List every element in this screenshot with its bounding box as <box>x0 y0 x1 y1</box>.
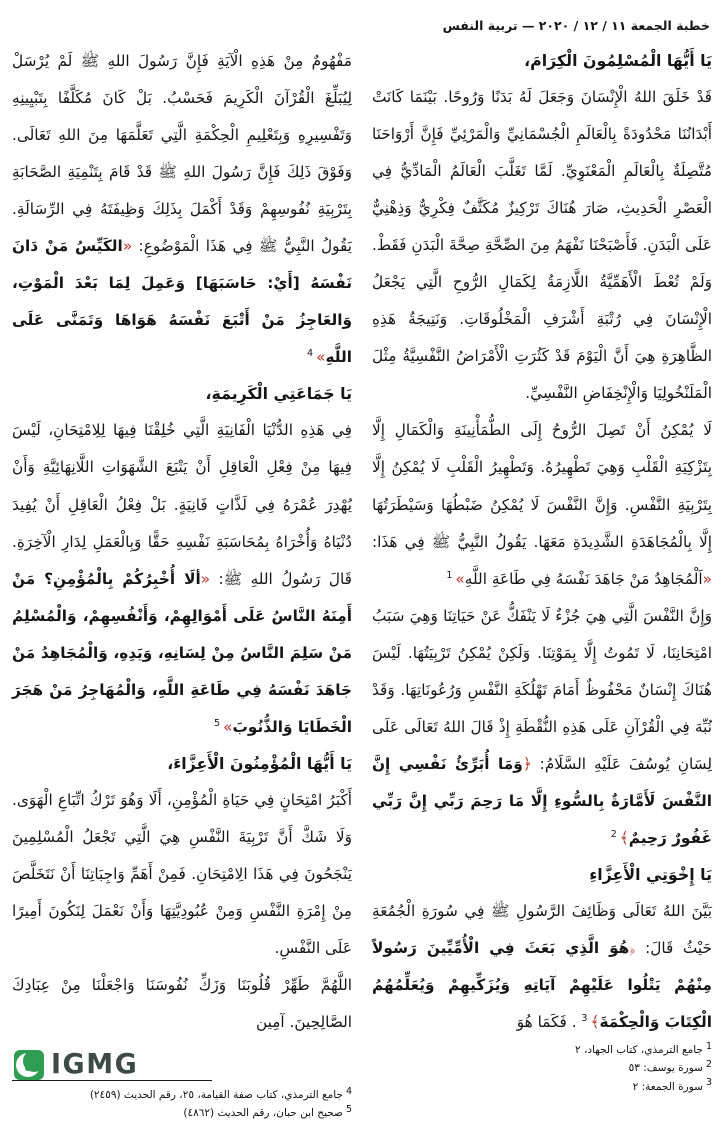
left-column <box>12 43 353 1120</box>
igmg-logo <box>14 1049 352 1080</box>
paragraph: لَا يُمْكِنُ أَنْ تَصِلَ الرُّوحُ إِلَى الطُّمَأْنِينَةِ وَالْكَمَالِ إِلَّا بِتَزْكِيَةِ الْقَلْبِ وَهِيَ تَطْهِيرُهُ. وَتَطْهِيرُ الْقَلْبِ لَا يُمْكِنُ إِلَّا بِتَرْبِيَةِ النَّفْسِ. وَإِنَّ النَّفْسَ لَا يُمْكِنُ ضَبْطُهَا وَسَيْطَرَتُهَا إِلَّا بِالْمُجَاهَدَةِ الشَّدِيدَةِ مَعَهَا. يَقُولُ النَّبِيُّ ﷺ فِي هَذَا: «اَلْمُجَاهِدُ مَنْ جَاهَدَ نَفْسَهُ فِي طَاعَةِ اللَّهِ» $^1$ <box>372 421 712 588</box>
footnote: $^2$سورة يوسف: ٥٣ <box>628 1058 712 1075</box>
footnote: $^1$جامع الترمذي، كتاب الجهاد، ٢ <box>574 1040 712 1057</box>
text-columns <box>12 43 713 1120</box>
footnote: $^4$جامع الترمذي، كتاب صفة القيامة، ٢٥، رقم الحديث (٢٤٥٩) <box>89 1085 352 1102</box>
left-column-text <box>12 43 352 1041</box>
paragraph: أَكْبَرُ امْتِحَانٍ فِي حَيَاةِ الْمُؤْمِنِ، أَلَا وَهُوَ تَرْكُ اتِّبَاعِ الْهَوَى. وَلَا شَكَّ أَنَّ تَرْبِيَةَ النَّفْسِ هِيَ الَّتِي تَجْعَلُ الْمُسْلِمِينَ يَنْجَحُونَ فِي هَذَا الِامْتِحَانِ. فَمِنْ أَهَمِّ وَاجِبَاتِنَا أَنْ نَتَخَلَّصَ مِنْ إِمْرَةِ النَّفْسِ وَمِنْ عُبُودِيَّتِهَا وَأَنْ نَعْمَلَ لِنَكُونَ أَمِيرًا عَلَى النَّفْسِ. <box>12 790 352 957</box>
section-heading: يَا أَيُّهَا الْمُؤْمِنُونَ الْأَعِزَّاءَ، <box>167 753 352 773</box>
footnote: $^3$سورة الجمعة: ٢ <box>632 1077 712 1093</box>
paragraph: وَإِنَّ النَّفْسَ الَّتِي هِيَ جُزْءٌ لَا يَنْفَكُّ عَنْ حَيَاتِنَا وَهِيَ سَبَبُ امْتِحَانِنَا، لَا تَمُوتُ إِلَّا بِمَوْتِنَا. وَلَكِنْ يُمْكِنُ تَرْبِيَتُهَا. لَيْسَ هُنَاكَ إِنْسَانٌ مَحْفُوظٌ أَمَامَ تَهْلُكَةِ النَّفْسِ وَرُعُونَاتِهَا. وَقَدْ نُبِّهَ فِي الْقُرْآنِ عَلَى هَذِهِ النُّقْطَةِ إِذْ قَالَ اللهُ تَعَالَى عَلَى لِسَانِ يُوسُفَ عَلَيْهِ السَّلَامُ: ﴿وَمَا أُبَرِّئُ نَفْسِي إِنَّ النَّفْسَ لَأَمَّارَةٌ بِالسُّوءِ إِلَّا مَا رَحِمَ رَبِّي إِنَّ رَبِّي غَفُورٌ رَحِيمٌ﴾ $^2$ <box>372 606 712 847</box>
right-column <box>372 43 713 1093</box>
paragraph: اللَّهُمَّ طَهِّرْ قُلُوبَنَا وَزَكِّ نُفُوسَنَا وَاجْعَلْنَا مِنْ عِبَادِكَ الصَّالِحِينَ. آمِين <box>12 976 352 1032</box>
crescent-icon <box>14 1050 44 1080</box>
paragraph: فِي هَذِهِ الدُّنْيَا الْفَانِيَةِ الَّتِي خُلِقْنَا فِيهَا لِلِامْتِحَانِ، لَيْسَ فِيهَا مِنْ فِعْلِ الْعَاقِلِ أَنْ يَتْبَعَ الشَّهَوَاتِ اللَّانِهَائِيَّةِ وَأَنْ يُهْدِرَ عُمْرَهُ فِي لَذَّاتٍ فَانِيَةٍ. بَلْ فِعْلُ الْعَاقِلِ أَنْ يُفِيدَ دُنْيَاهُ وَأُخْرَاهُ بِمُحَاسَبَةِ نَفْسِهِ حَقًّا وَبِالْعَمَلِ لِدَارِ الْآخِرَةِ. قَالَ رَسُولُ اللهِ ﷺ: «ألَا أُخْبِرُكُمْ بِالْمُؤْمِنِ؟ مَنْ أَمِنَهُ النَّاسُ عَلَى أَمْوَالِهِمْ، وَأَنْفُسِهِمْ، وَالْمُسْلِمُ مَنْ سَلِمَ النَّاسُ مِنْ لِسَانِهِ، وَيَدِهِ، وَالْمُجَاهِدُ مَنْ جَاهَدَ نَفْسَهُ فِي طَاعَةِ اللَّهِ، وَالْمُهَاجِرُ مَنْ هَجَرَ الْخَطَايَا وَالذُّنُوبَ» $^5$ <box>12 421 352 736</box>
section-heading: يَا إِخْوَتِي الْأَعِزَّاءِ <box>589 864 712 884</box>
paragraph: بَيَّنَ اللهُ تَعَالَى وَظَائِفَ الرَّسُولِ ﷺ فِي سُورَةِ الْجُمُعَةِ حَيْثُ قَالَ: ﴿هُوَ الَّذِي بَعَثَ فِي الْأُمِّيِّينَ رَسُولاً مِنْهُمْ يَتْلُوا عَلَيْهِمْ آيَاتِهِ وَيُزَكِّيهِمْ وَيُعَلِّمُهُمُ الْكِتَابَ وَالْحِكْمَةَ﴾ $^3$ . فَكَمَا هُوَ <box>372 901 713 1032</box>
section-heading: يَا أَيُّهَا الْمُسْلِمُونَ الْكِرَامَ، <box>524 51 712 70</box>
left-footnotes <box>12 1080 352 1123</box>
right-footnotes <box>372 1041 712 1096</box>
paragraph: مَفْهُومٌ مِنْ هَذِهِ الْآيَةِ فَإِنَّ رَسُولَ اللهِ ﷺ لَمْ يُرْسَلْ لِيُبَلِّغَ الْقُرْآنَ الْكَرِيمَ فَحَسْبُ. بَلْ كَانَ مُكَلَّفًا بِتَبْيِينِهِ وَتَفْسِيرِهِ وَبِتَعْلِيمِ الْحِكْمَةِ الَّتِي تَعَلَّمَهَا مِنَ اللهِ تَعَالَى. وَفَوْقَ ذَلِكَ فَإِنَّ رَسُولَ اللهِ ﷺ قَدْ قَامَ بِتَنْمِيَةِ الصَّحَابَةِ بِتَرْبِيَةِ نُفُوسِهِمْ وَقَدْ أَكْمَلَ بِذَلِكَ وَظِيفَتَهُ فِي الرِّسَالَةِ. يَقُولُ النَّبِيُّ ﷺ فِي هَذَا الْمَوْضُوعِ: «الكَيِّسُ مَنْ دَانَ نَفْسَهُ [أَيْ: حَاسَبَهَا] وَعَمِلَ لِمَا بَعْدَ الْمَوْتِ، وَالعَاجِزُ مَنْ أَتْبَعَ نَفْسَهُ هَوَاهَا وَتَمَنَّى عَلَى اللَّهِ» $^4$ <box>12 52 353 367</box>
footnote: $^5$صحيح ابن حبان، رقم الحديث (٤٨٦٢) <box>183 1103 352 1120</box>
igmg-logo-text: IGMG <box>51 1048 139 1081</box>
right-column-text <box>372 43 712 1041</box>
section-heading: يَا جَمَاعَتِي الْكَرِيمَةِ، <box>205 384 352 404</box>
paragraph: قَدْ خَلَقَ اللهُ الْإِنْسَانَ وَجَعَلَ لَهُ بَدَنًا وَرُوحًا. بَيْنَمَا كَانَتْ أَبْدَانُنَا مَحْدُودَةً بِالْعَالَمِ الْجُسْمَانِيِّ وَالْمَرْئِيِّ فَإِنَّ أَرْوَاحَنَا مُتَّصِلَةٌ بِالْعَالَمِ الْمَعْنَوِيِّ. لَمَّا تَغَلَّبَ الْعَالَمُ الْمَادِّيُّ فِي الْعَصْرِ الْحَدِيثِ، صَارَ هُنَاكَ تَرْكِيزٌ مُكَثَّفٌ فِكْرِيٌّ وَذِهْنِيٌّ عَلَى الْبَدَنِ. فَأَصْبَحْنَا نَفْهَمُ مِنَ الصِّحَّةِ صِحَّةَ الْبَدَنِ فَقَطْ. وَلَمْ تُعْطَ الْأَهَمِّيَّةُ اللَّازِمَةُ لِكَمَالِ الرُّوحِ الَّتِي يَجْعَلُ الْإِنْسَانَ فِي رُتْبَةِ أَشْرَفِ الْمَخْلُوقَاتِ. وَنَتِيجَةُ هَذِهِ الظَّاهِرَةِ هِيَ أَنَّ الْيَوْمَ قَدْ كَثُرَتِ الْأَمْرَاضُ النَّفْسِيَّةُ مِثْلَ الْمَلَنْخُولِيَا وَالْإِنْخِفَاضِ النَّفْسِيِّ. <box>372 88 712 403</box>
document-header: خطبة الجمعة ١١ / ١٢ / ٢٠٢٠ — تربية النفس <box>442 18 710 33</box>
